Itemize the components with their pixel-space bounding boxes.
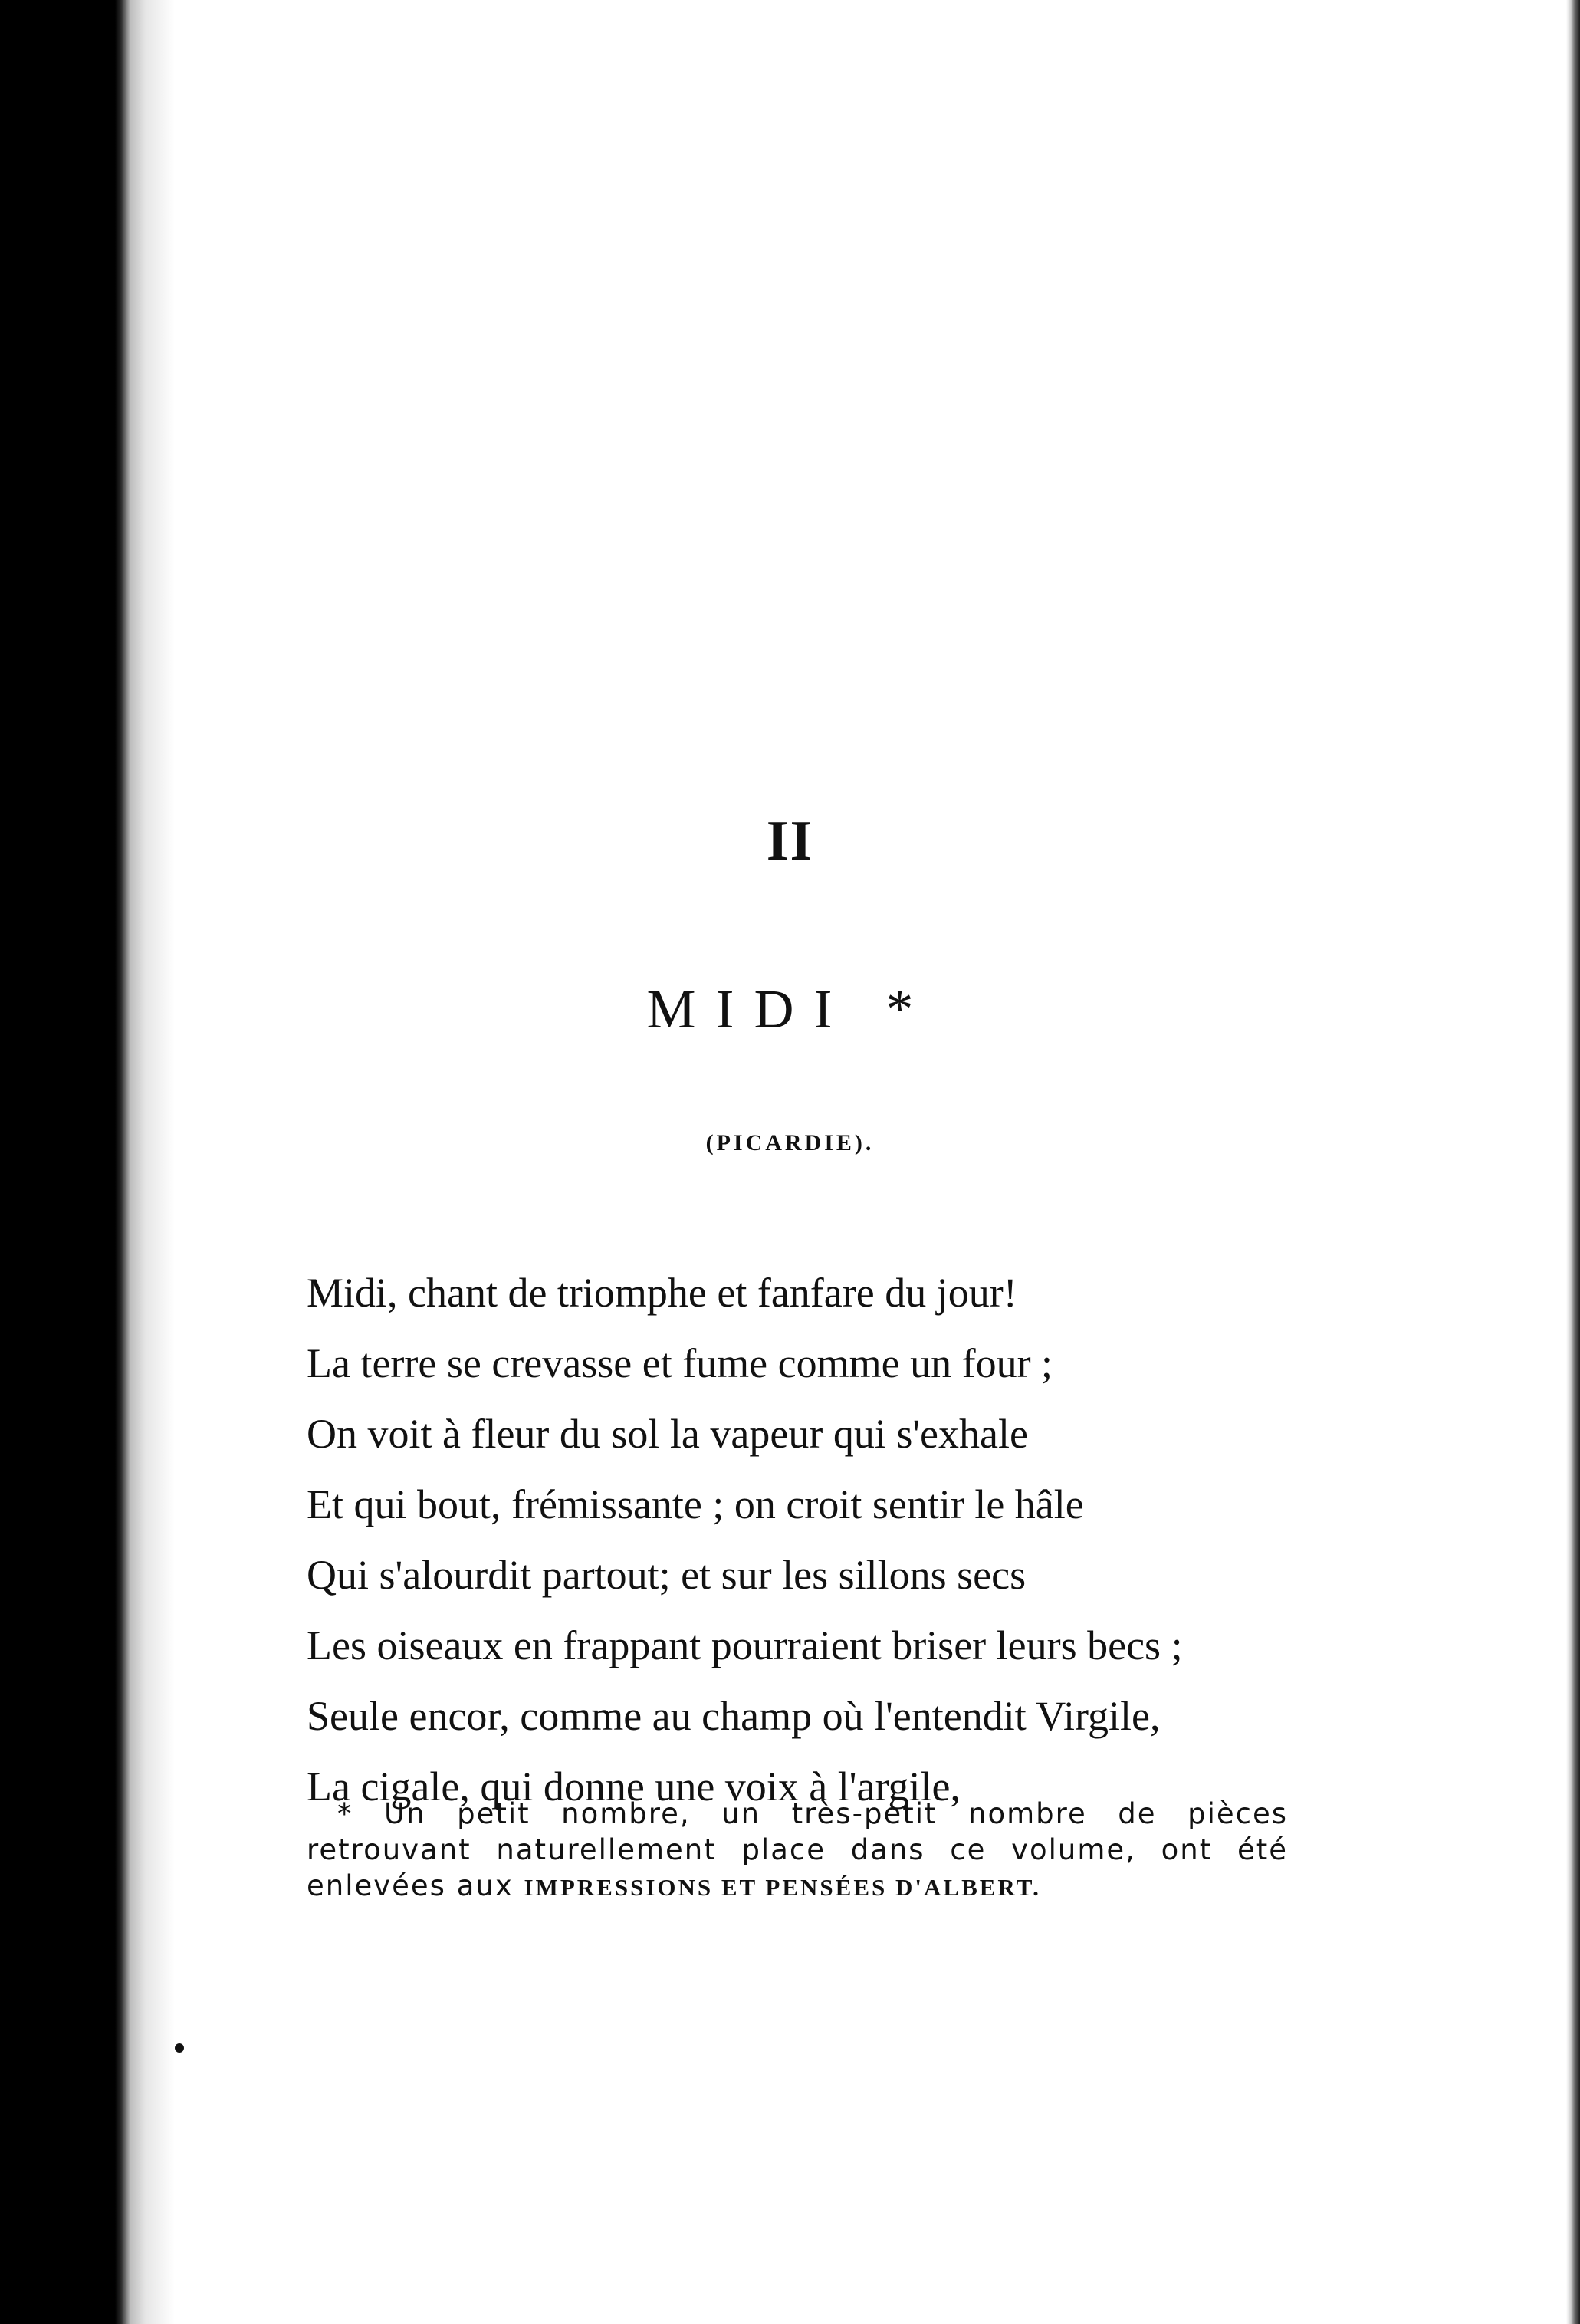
footnote-book-title: IMPRESSIONS ET PENSÉES D'ALBERT.	[524, 1874, 1041, 1901]
verse-line: La terre se crevasse et fume comme un four ;	[307, 1340, 1053, 1386]
poem-region: (PICARDIE).	[705, 1130, 875, 1155]
verse-line: Seule encor, comme au champ où l'entendit Virgile,	[307, 1693, 1161, 1739]
poem-title: MIDI *	[646, 978, 934, 1040]
verse-line: La cigale, qui donne une voix à l'argile,	[307, 1764, 961, 1810]
footnote	[307, 1796, 1288, 1905]
chapter-number: II	[766, 810, 814, 873]
verse-line: Et qui bout, frémissante ; on croit sentir le hâle	[307, 1481, 1084, 1527]
verse-line: Les oiseaux en frappant pourraient briser leurs becs ;	[307, 1622, 1183, 1668]
verse-line: Midi, chant de triomphe et fanfare du jour!	[307, 1270, 1017, 1316]
poem-verses	[307, 1257, 1303, 1822]
verse-line: On voit à fleur du sol la vapeur qui s'exhale	[307, 1411, 1028, 1457]
footnote-text: * Un petit nombre, un très-petit nombre de pièces retrouvant naturellement place dans ce volume, ont été enlevées aux	[307, 1797, 1288, 1902]
verse-line: Qui s'alourdit partout; et sur les sillons secs	[307, 1552, 1027, 1598]
